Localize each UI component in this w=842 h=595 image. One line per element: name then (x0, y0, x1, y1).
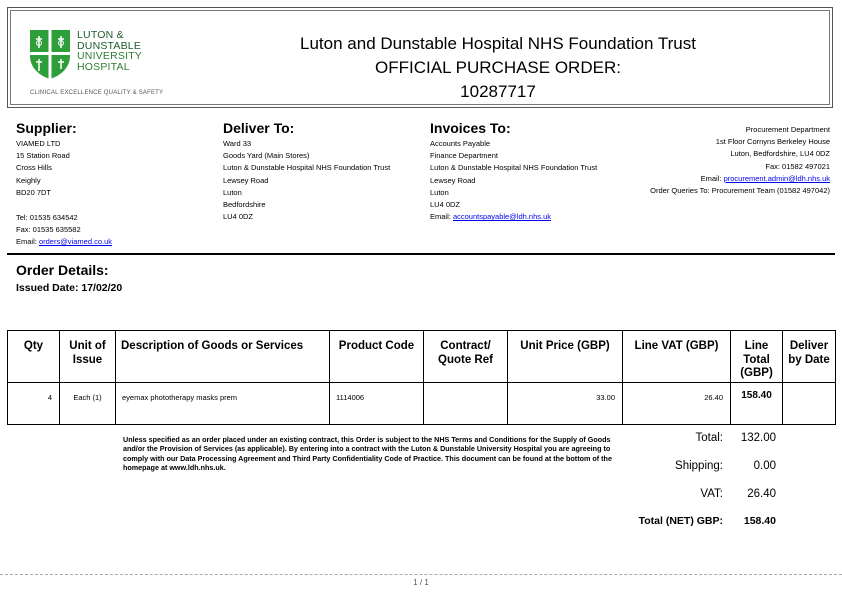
deliver-line: Luton & Dunstable Hospital NHS Foundation Trust (223, 163, 391, 173)
cell-deliver-by (783, 383, 836, 425)
procurement-email-label: Email: (700, 173, 722, 183)
shipping-label: Shipping: (675, 460, 723, 472)
cell-description: eyemax phototherapy masks prem (116, 383, 330, 425)
procurement-queries: Order Queries To: Procurement Team (01582 497042) (650, 186, 830, 196)
trust-title: Luton and Dunstable Hospital NHS Foundation Trust (300, 34, 696, 53)
supplier-heading: Supplier: (16, 120, 77, 136)
col-description-header: Description of Goods or Services (116, 331, 330, 383)
cell-line-total: 158.40 (731, 383, 783, 425)
invoice-email-label: Email: (430, 212, 451, 222)
col-unit-header: Unit of Issue (60, 331, 116, 383)
po-number: 10287717 (460, 82, 536, 101)
supplier-line: VIAMED LTD (16, 139, 61, 148)
vat-label: VAT: (700, 488, 723, 500)
cell-product-code: 1114006 (330, 383, 424, 425)
table-row (8, 383, 836, 425)
cell-qty: 4 (8, 383, 60, 425)
terms-and-conditions: Unless specified as an order placed under an existing contract, this Order is subject to the NHS Terms and Conditions for the Supply of Goods and/or the Provision of Services (as applicable). By entering into a contract with the Luton & Dunstable University Hospital you are agreeing to comply with our Data Processing Agreement and Third Party Confidentiality Code of Practice. This document can be found at the bottom of the homepage at www.ldh.nhs.uk. (123, 435, 612, 473)
deliver-line: Goods Yard (Main Stores) (223, 151, 310, 161)
supplier-email-row (16, 236, 112, 248)
supplier-email-link[interactable]: orders@viamed.co.uk (38, 237, 112, 247)
col-contract-header: Contract/ Quote Ref (424, 331, 508, 383)
document-title: OFFICIAL PURCHASE ORDER: (375, 58, 621, 77)
logo-wordmark (77, 30, 142, 72)
supplier-line: Keighly (16, 175, 41, 185)
col-unit-price-header: Unit Price (GBP) (508, 331, 623, 383)
invoice-email-row (430, 211, 597, 223)
invoices-to-heading: Invoices To: (430, 120, 511, 136)
procurement-line: Fax: 01582 497021 (765, 161, 830, 171)
invoice-email-link[interactable]: accountspayable@ldh.nhs.uk (452, 212, 552, 222)
procurement-email-link[interactable]: procurement.admin@ldh.nhs.uk (723, 173, 830, 183)
supplier-fax: Fax: 01535 635582 (16, 225, 81, 235)
table-header-row (8, 331, 836, 383)
deliver-line: Luton (223, 187, 242, 197)
procurement-email-row (600, 173, 830, 185)
procurement-line: Procurement Department (745, 125, 830, 134)
nhs-shield-logo-icon (28, 28, 72, 80)
cell-line-vat: 26.40 (623, 383, 731, 425)
cell-unit: Each (1) (60, 383, 116, 425)
total-label: Total: (695, 432, 723, 444)
order-details-heading: Order Details: (16, 262, 109, 278)
deliver-to-address (223, 138, 390, 223)
logo-line-2: DUNSTABLE (77, 39, 142, 52)
net-total-value: 158.40 (743, 515, 776, 527)
supplier-address (16, 138, 70, 199)
deliver-line: Ward 33 (223, 139, 252, 148)
net-total-label: Total (NET) GBP: (638, 515, 723, 527)
invoices-to-address (430, 138, 597, 223)
total-value: 132.00 (740, 432, 776, 444)
invoice-line: Luton (430, 187, 449, 197)
invoice-line: Lewsey Road (430, 175, 476, 185)
col-line-total-header: Line Total (GBP) (731, 331, 783, 383)
logo-tagline: CLINICAL EXCELLENCE QUALITY & SAFETY (30, 90, 164, 96)
supplier-line: Cross Hills (16, 163, 52, 173)
invoice-line: Luton & Dunstable Hospital NHS Foundation Trust (430, 163, 598, 173)
logo-line-3: UNIVERSITY (77, 50, 143, 62)
page-break-line (0, 574, 842, 575)
supplier-contact (16, 212, 112, 249)
vat-value: 26.40 (747, 488, 776, 500)
cell-unit-price: 33.00 (508, 383, 623, 425)
section-divider (7, 253, 835, 255)
deliver-line: Lewsey Road (223, 175, 269, 185)
cell-contract (424, 383, 508, 425)
col-line-vat-header: Line VAT (GBP) (623, 331, 731, 383)
shipping-value: 0.00 (753, 460, 776, 472)
col-qty-header: Qty (8, 331, 60, 383)
invoice-line: Finance Department (430, 151, 498, 161)
deliver-to-heading: Deliver To: (223, 120, 295, 136)
invoice-line: Accounts Payable (430, 139, 491, 148)
col-deliver-by-header: Deliver by Date (783, 331, 836, 383)
logo-line-4: HOSPITAL (77, 60, 130, 73)
order-items-table (7, 330, 836, 425)
procurement-contact (600, 124, 830, 197)
procurement-line: Luton, Bedfordshire, LU4 0DZ (730, 149, 830, 159)
supplier-line: 15 Station Road (16, 151, 70, 161)
page-number: 1 / 1 (413, 578, 429, 587)
deliver-line: LU4 0DZ (223, 212, 254, 222)
deliver-line: Bedfordshire (223, 200, 266, 210)
col-product-code-header: Product Code (330, 331, 424, 383)
supplier-tel: Tel: 01535 634542 (16, 213, 78, 222)
logo-line-1: LUTON & (77, 29, 124, 41)
invoice-line: LU4 0DZ (430, 200, 461, 210)
procurement-line: 1st Floor Cornyns Berkeley House (715, 137, 830, 147)
supplier-email-label: Email: (16, 237, 37, 247)
issued-date: Issued Date: 17/02/20 (16, 282, 123, 294)
supplier-line: BD20 7DT (16, 187, 52, 197)
